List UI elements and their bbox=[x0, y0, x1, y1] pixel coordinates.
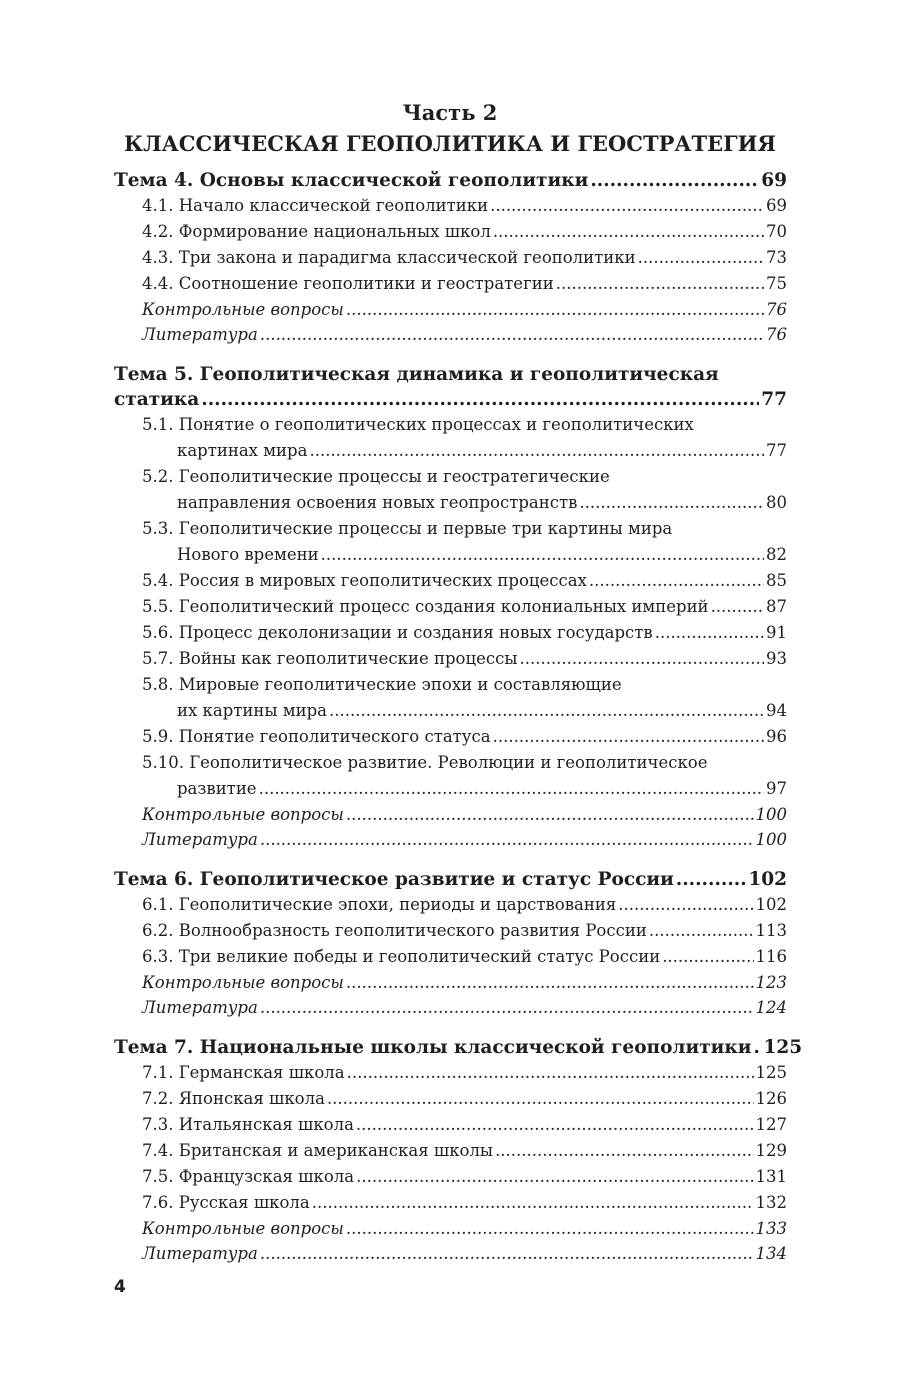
toc-entry bbox=[114, 1060, 787, 1086]
toc-entry bbox=[114, 219, 787, 245]
toc-entry-page: 129 bbox=[755, 1141, 787, 1160]
toc-chapter-title-line2: статика bbox=[114, 389, 200, 410]
dot-leader bbox=[589, 568, 764, 594]
toc-entry bbox=[114, 594, 787, 620]
toc-chapter-7 bbox=[114, 1035, 803, 1060]
toc-entry-page: 91 bbox=[766, 623, 787, 642]
toc-entry-text-line1: 5.1. Понятие о геополитических процессах и геополитических bbox=[142, 415, 694, 434]
dot-leader bbox=[260, 827, 754, 852]
toc-entry-page: 134 bbox=[755, 1244, 787, 1263]
toc-entry bbox=[114, 271, 787, 297]
dot-leader bbox=[347, 1060, 754, 1086]
dot-leader bbox=[495, 1138, 753, 1164]
toc-entry bbox=[114, 245, 787, 271]
toc-entry-page: 77 bbox=[766, 441, 787, 460]
dot-leader bbox=[493, 724, 764, 750]
toc-entry-text: Литература bbox=[142, 325, 258, 344]
toc-entry-literature bbox=[114, 322, 787, 347]
toc-entry-text: 5.9. Понятие геополитического статуса bbox=[142, 727, 491, 746]
toc-chapter-page: 77 bbox=[761, 389, 787, 410]
toc-entry-text: Литература bbox=[142, 998, 258, 1017]
dot-leader bbox=[519, 646, 764, 672]
dot-leader bbox=[676, 867, 747, 892]
toc-entry-page: 131 bbox=[755, 1167, 787, 1186]
toc-entry-text: 4.4. Соотношение геополитики и геостратегии bbox=[142, 274, 554, 293]
toc-entry bbox=[114, 1190, 787, 1216]
dot-leader bbox=[556, 271, 764, 297]
toc-entry bbox=[114, 892, 787, 918]
toc-entry-page: 127 bbox=[755, 1115, 787, 1134]
dot-leader bbox=[346, 970, 754, 995]
toc-entry-page: 94 bbox=[766, 701, 787, 720]
toc-entry-page: 100 bbox=[755, 830, 787, 849]
toc-entry bbox=[114, 1086, 787, 1112]
toc-entry-text-line2: Нового времени bbox=[177, 545, 319, 564]
toc-entry-text: 6.2. Волнообразность геополитического развития России bbox=[142, 921, 647, 940]
toc-entry-page: 70 bbox=[766, 222, 787, 241]
dot-leader bbox=[346, 297, 764, 322]
toc-entry-text: 7.6. Русская школа bbox=[142, 1193, 310, 1212]
toc-entry-text-line1: 5.8. Мировые геополитические эпохи и составляющие bbox=[142, 675, 622, 694]
toc-entry-page: 96 bbox=[766, 727, 787, 746]
dot-leader bbox=[590, 168, 759, 193]
toc-entry-text: 4.2. Формирование национальных школ bbox=[142, 222, 491, 241]
dot-leader bbox=[493, 219, 764, 245]
toc-chapter-page: 69 bbox=[761, 170, 787, 191]
toc-entry-page: 123 bbox=[755, 973, 787, 992]
dot-leader bbox=[260, 995, 754, 1020]
toc-entry-questions bbox=[114, 970, 787, 995]
toc-entry-text-line2: картинах мира bbox=[177, 441, 308, 460]
dot-leader bbox=[201, 387, 759, 412]
toc-chapter-page: 125 bbox=[763, 1037, 803, 1058]
dot-leader bbox=[327, 1086, 754, 1112]
toc-entry-text-line2: развитие bbox=[177, 779, 257, 798]
toc-entry-page: 69 bbox=[766, 196, 787, 215]
toc-entry-text-line2: их картины мира bbox=[177, 701, 327, 720]
dot-leader bbox=[753, 1035, 761, 1060]
table-of-contents bbox=[114, 168, 803, 1266]
toc-entry bbox=[114, 944, 787, 970]
dot-leader bbox=[662, 944, 753, 970]
part-header bbox=[0, 98, 900, 160]
toc-entry-text: Контрольные вопросы bbox=[142, 805, 344, 824]
toc-entry-literature bbox=[114, 827, 787, 852]
dot-leader bbox=[259, 776, 764, 802]
toc-chapter-4 bbox=[114, 168, 787, 193]
part-label: Часть 2 bbox=[402, 100, 498, 125]
dot-leader bbox=[490, 193, 764, 219]
toc-entry-page: 93 bbox=[766, 649, 787, 668]
dot-leader bbox=[260, 1241, 754, 1266]
dot-leader bbox=[309, 438, 764, 464]
toc-entry-text: Литература bbox=[142, 830, 258, 849]
dot-leader bbox=[260, 322, 764, 347]
toc-entry-page: 132 bbox=[755, 1193, 787, 1212]
toc-entry-text-line1: 5.2. Геополитические процессы и геостратегические bbox=[142, 467, 610, 486]
toc-chapter-7-heading bbox=[114, 1035, 803, 1060]
dot-leader bbox=[579, 490, 764, 516]
toc-chapter-4-heading bbox=[114, 168, 787, 193]
toc-entry-page: 125 bbox=[755, 1063, 787, 1082]
toc-entry bbox=[114, 918, 787, 944]
dot-leader bbox=[312, 1190, 754, 1216]
dot-leader bbox=[356, 1164, 753, 1190]
toc-entry-text: 7.1. Германская школа bbox=[142, 1063, 345, 1082]
toc-entry bbox=[114, 1138, 787, 1164]
toc-chapter-6 bbox=[114, 867, 787, 892]
dot-leader bbox=[346, 802, 754, 827]
toc-entry-text: 5.4. Россия в мировых геополитических процессах bbox=[142, 571, 587, 590]
dot-leader bbox=[638, 245, 764, 271]
toc-entry-page: 80 bbox=[766, 493, 787, 512]
toc-entry-text: 5.6. Процесс деколонизации и создания новых государств bbox=[142, 623, 653, 642]
toc-entry-text: 7.4. Британская и американская школы bbox=[142, 1141, 494, 1160]
toc-chapter-5 bbox=[114, 362, 787, 412]
toc-entry-text: 5.7. Войны как геополитические процессы bbox=[142, 649, 518, 668]
toc-entry-text: 7.2. Японская школа bbox=[142, 1089, 325, 1108]
toc-chapter-title: Тема 7. Национальные школы классической геополитики bbox=[114, 1037, 752, 1058]
toc-entry-literature bbox=[114, 995, 787, 1020]
toc-entry-questions bbox=[114, 802, 787, 827]
page-number: 4 bbox=[114, 1277, 126, 1297]
toc-entry-page: 124 bbox=[755, 998, 787, 1017]
toc-entry-text: 4.1. Начало классической геополитики bbox=[142, 196, 489, 215]
toc-entry-text: 7.3. Итальянская школа bbox=[142, 1115, 354, 1134]
toc-entry-text: 4.3. Три закона и парадигма классической геополитики bbox=[142, 248, 636, 267]
toc-chapter-title: Тема 4. Основы классической геополитики bbox=[114, 170, 589, 191]
toc-entry-text: Контрольные вопросы bbox=[142, 973, 344, 992]
toc-entry-questions bbox=[114, 297, 787, 322]
toc-entry-page: 76 bbox=[766, 300, 787, 319]
toc-entry-page: 113 bbox=[755, 921, 787, 940]
dot-leader bbox=[346, 1216, 754, 1241]
dot-leader bbox=[321, 542, 764, 568]
dot-leader bbox=[356, 1112, 754, 1138]
toc-entry bbox=[114, 193, 787, 219]
toc-entry bbox=[114, 620, 787, 646]
toc-entry-page: 133 bbox=[755, 1219, 787, 1238]
toc-entry bbox=[114, 750, 787, 802]
toc-entry-page: 100 bbox=[755, 805, 787, 824]
toc-entry-page: 82 bbox=[766, 545, 787, 564]
toc-entry-page: 87 bbox=[766, 597, 787, 616]
toc-entry bbox=[114, 646, 787, 672]
toc-entry-questions bbox=[114, 1216, 787, 1241]
toc-chapter-page: 102 bbox=[748, 869, 787, 890]
toc-chapter-title-line1: Тема 5. Геополитическая динамика и геополитическая bbox=[114, 364, 719, 385]
toc-entry-page: 73 bbox=[766, 248, 787, 267]
toc-entry bbox=[114, 568, 787, 594]
toc-entry-text: 7.5. Французская школа bbox=[142, 1167, 355, 1186]
toc-entry-page: 76 bbox=[766, 325, 787, 344]
toc-entry bbox=[114, 516, 787, 568]
toc-chapter-5-heading bbox=[114, 387, 787, 412]
toc-entry-page: 97 bbox=[766, 779, 787, 798]
dot-leader bbox=[618, 892, 753, 918]
toc-entry bbox=[114, 724, 787, 750]
part-title: КЛАССИЧЕСКАЯ ГЕОПОЛИТИКА И ГЕОСТРАТЕГИЯ bbox=[124, 131, 776, 156]
toc-entry bbox=[114, 464, 787, 516]
dot-leader bbox=[649, 918, 754, 944]
toc-entry-page: 85 bbox=[766, 571, 787, 590]
toc-entry bbox=[114, 672, 787, 724]
toc-entry-text-line2: направления освоения новых геопространств bbox=[177, 493, 578, 512]
toc-entry bbox=[114, 1112, 787, 1138]
toc-entry-page: 102 bbox=[755, 895, 787, 914]
dot-leader bbox=[711, 594, 764, 620]
toc-entry-text: Литература bbox=[142, 1244, 258, 1263]
toc-entry-text-line1: 5.3. Геополитические процессы и первые три картины мира bbox=[142, 519, 673, 538]
toc-entry-text: Контрольные вопросы bbox=[142, 300, 344, 319]
toc-entry-text-line1: 5.10. Геополитическое развитие. Революции и геополитическое bbox=[142, 753, 708, 772]
toc-entry-page: 126 bbox=[755, 1089, 787, 1108]
toc-entry-text: Контрольные вопросы bbox=[142, 1219, 344, 1238]
toc-entry bbox=[114, 412, 787, 464]
toc-entry-page: 116 bbox=[755, 947, 787, 966]
toc-chapter-title: Тема 6. Геополитическое развитие и статус России bbox=[114, 869, 674, 890]
toc-entry-page: 75 bbox=[766, 274, 787, 293]
dot-leader bbox=[329, 698, 764, 724]
toc-entry-text: 6.1. Геополитические эпохи, периоды и царствования bbox=[142, 895, 617, 914]
toc-entry-text: 6.3. Три великие победы и геополитический статус России bbox=[142, 947, 661, 966]
toc-entry-literature bbox=[114, 1241, 787, 1266]
toc-chapter-6-heading bbox=[114, 867, 787, 892]
toc-entry-text: 5.5. Геополитический процесс создания колониальных империй bbox=[142, 597, 709, 616]
toc-entry bbox=[114, 1164, 787, 1190]
dot-leader bbox=[655, 620, 764, 646]
